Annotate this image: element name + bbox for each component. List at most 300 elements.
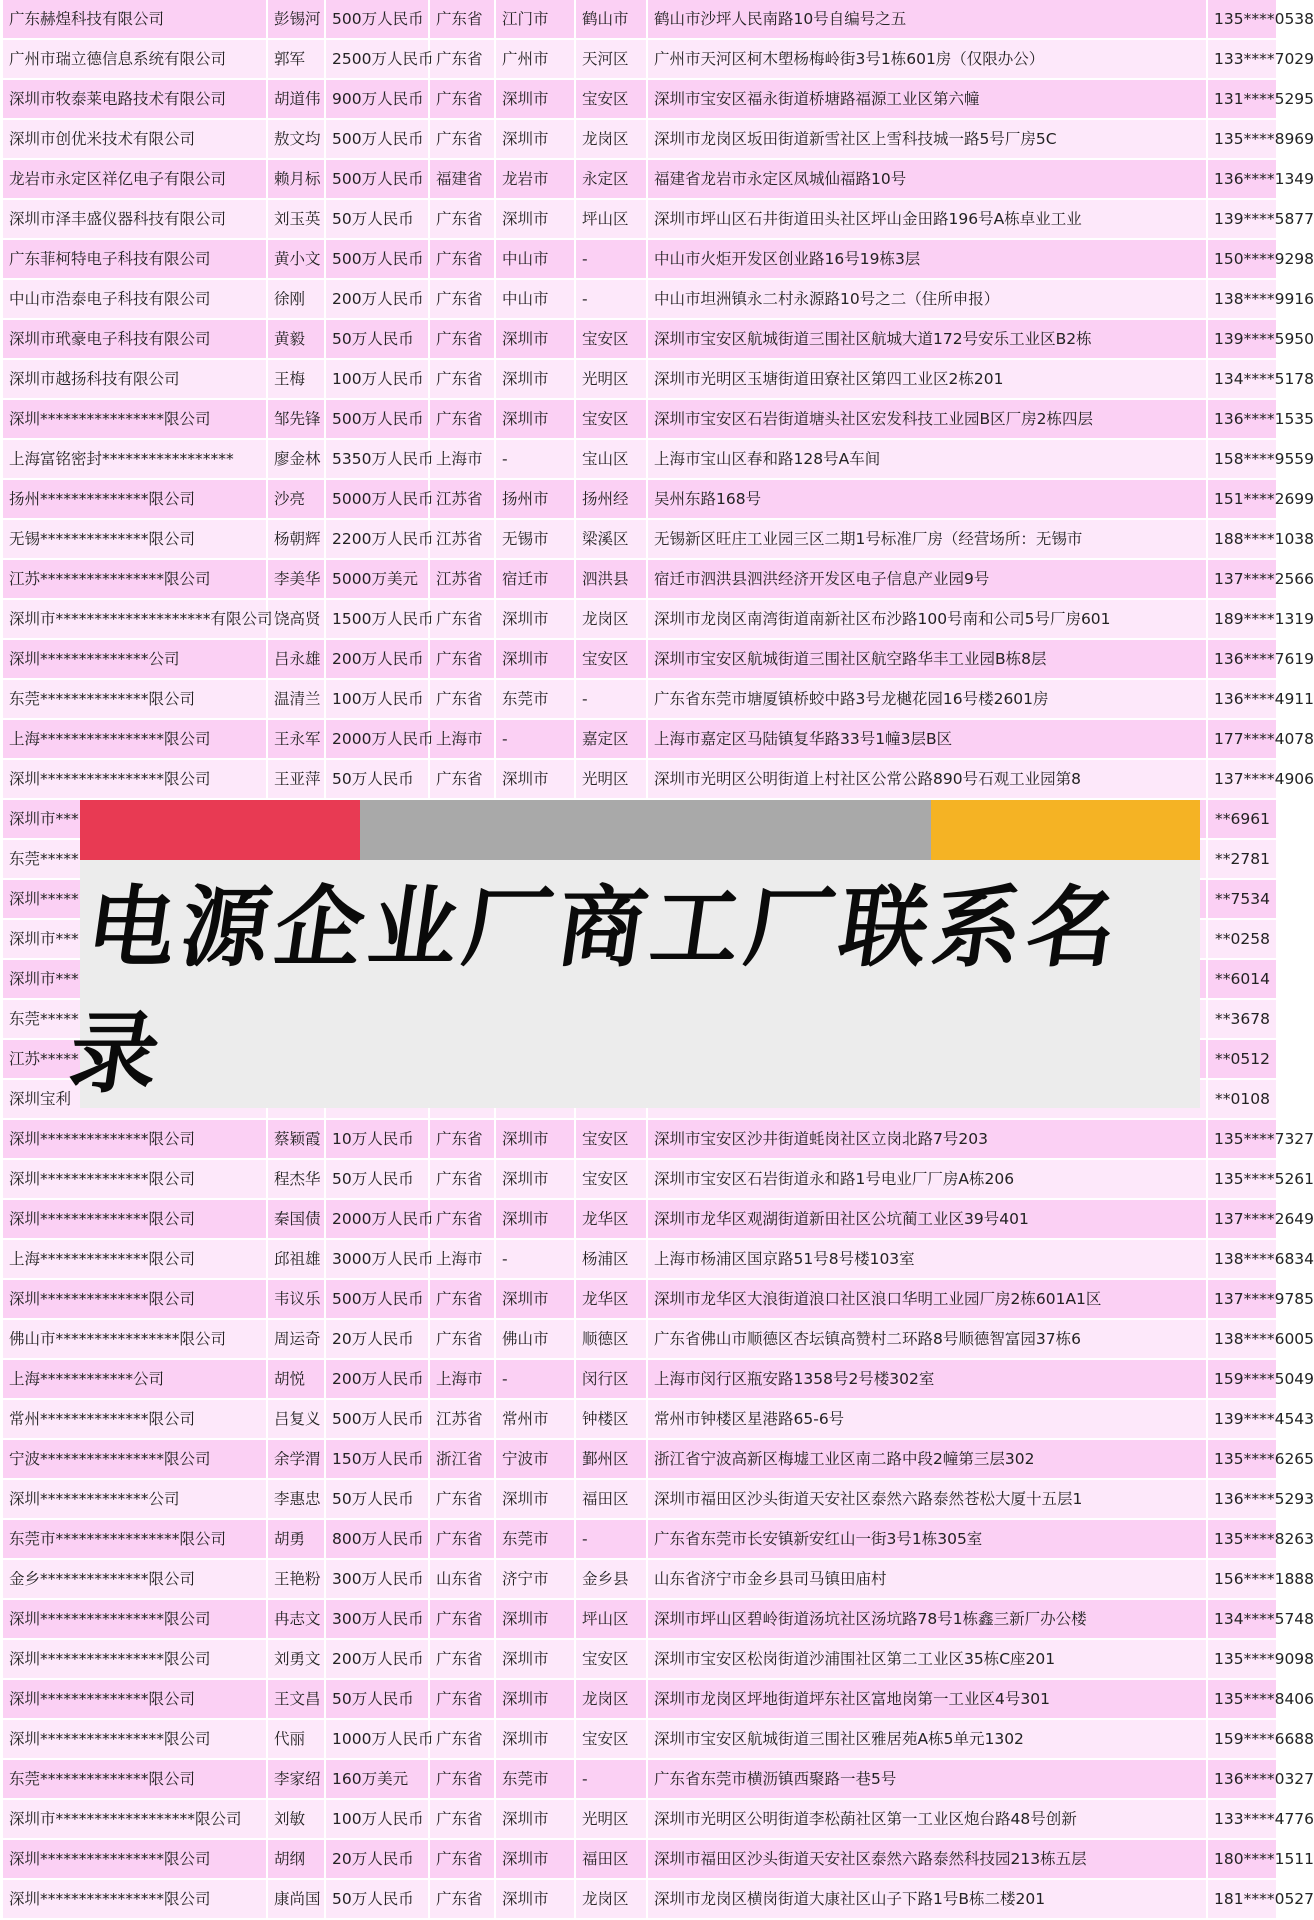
cell-phone: 137****4906: [1207, 759, 1277, 799]
cell-capital: 50万人民币: [325, 759, 429, 799]
cell-address: 浙江省宁波高新区梅墟工业区南二路中段2幢第三层302: [647, 1439, 1207, 1479]
cell-company: 上海************公司: [3, 1359, 267, 1399]
cell-city: 龙岩市: [495, 159, 575, 199]
cell-capital: 500万人民币: [325, 0, 429, 39]
table-row: [3, 1599, 1277, 1639]
cell-capital: 1000万人民币: [325, 1719, 429, 1759]
cell-district: 宝安区: [575, 1639, 647, 1679]
cell-capital: 500万人民币: [325, 1279, 429, 1319]
cell-company: 龙岩市永定区祥亿电子有限公司: [3, 159, 267, 199]
cell-address: 深圳市龙岗区南湾街道南新社区布沙路100号南和公司5号厂房601: [647, 599, 1207, 639]
cell-city: 佛山市: [495, 1319, 575, 1359]
cell-company: 金乡**************限公司: [3, 1559, 267, 1599]
cell-phone: 189****1319: [1207, 599, 1277, 639]
cell-capital: 500万人民币: [325, 239, 429, 279]
cell-contact: 徐刚: [267, 279, 325, 319]
table-row: [3, 1319, 1277, 1359]
cell-province: 广东省: [429, 39, 495, 79]
cell-address: 深圳市宝安区福永街道桥塘路福源工业区第六幢: [647, 79, 1207, 119]
cell-contact: 王艳粉: [267, 1559, 325, 1599]
cell-company: 江苏*****: [3, 1039, 267, 1079]
cell-city: 深圳市: [495, 599, 575, 639]
cell-phone: **0108: [1207, 1079, 1277, 1119]
cell-capital: 500万人民币: [325, 1399, 429, 1439]
cell-province: 广东省: [429, 239, 495, 279]
cell-address: 深圳市龙岗区坂田街道新雪社区上雪科技城一路5号厂房5C: [647, 119, 1207, 159]
cell-company: 深圳****************限公司: [3, 759, 267, 799]
cell-district: 光明区: [575, 1799, 647, 1839]
cell-district: -: [575, 1759, 647, 1799]
cell-address: 山东省济宁市金乡县司马镇田庙村: [647, 1559, 1207, 1599]
cell-city: 东莞市: [495, 1519, 575, 1559]
cell-company: 深圳****************限公司: [3, 399, 267, 439]
cell-province: 广东省: [429, 1519, 495, 1559]
cell-city: 中山市: [495, 279, 575, 319]
cell-province: 江苏省: [429, 519, 495, 559]
cell-address: 深圳市宝安区航城街道三围社区雅居苑A栋5单元1302: [647, 1719, 1207, 1759]
cell-city: 深圳市: [495, 639, 575, 679]
cell-contact: 胡道伟: [267, 79, 325, 119]
table-row: [3, 1199, 1277, 1239]
cell-company: 深圳****************限公司: [3, 1839, 267, 1879]
cell-capital: 2000万人民币: [325, 719, 429, 759]
cell-city: 东莞市: [495, 679, 575, 719]
cell-city: 深圳市: [495, 1599, 575, 1639]
cell-phone: 139****5877: [1207, 199, 1277, 239]
cell-city: 深圳市: [495, 1159, 575, 1199]
cell-contact: 王亚萍: [267, 759, 325, 799]
cell-phone: 133****4776: [1207, 1799, 1277, 1839]
cell-district: -: [575, 1519, 647, 1559]
table-row: [3, 1639, 1277, 1679]
cell-contact: 胡勇: [267, 1519, 325, 1559]
table-row: [3, 1239, 1277, 1279]
cell-company: 东莞**************限公司: [3, 1759, 267, 1799]
cell-company: 东莞*****: [3, 999, 267, 1039]
cell-company: 深圳**************公司: [3, 1479, 267, 1519]
cell-company: 深圳宝利: [3, 1079, 267, 1119]
cell-address: 福建省龙岩市永定区凤城仙福路10号: [647, 159, 1207, 199]
cell-province: 广东省: [429, 1879, 495, 1919]
cell-company: 深圳市玳豪电子科技有限公司: [3, 319, 267, 359]
cell-phone: 138****6005: [1207, 1319, 1277, 1359]
cell-district: 金乡县: [575, 1559, 647, 1599]
cell-address: 广东省佛山市顺德区杏坛镇高赞村二环路8号顺德智富园37栋6: [647, 1319, 1207, 1359]
cell-province: 广东省: [429, 0, 495, 39]
cell-province: 广东省: [429, 759, 495, 799]
cell-province: 广东省: [429, 79, 495, 119]
cell-province: 山东省: [429, 1559, 495, 1599]
cell-phone: **7534: [1207, 879, 1277, 919]
cell-district: 钟楼区: [575, 1399, 647, 1439]
cell-province: 广东省: [429, 1119, 495, 1159]
cell-address: 常州市钟楼区星港路65-6号: [647, 1399, 1207, 1439]
table-row: [3, 239, 1277, 279]
cell-contact: 蔡颖霞: [267, 1119, 325, 1159]
table-row: [3, 79, 1277, 119]
cell-province: 广东省: [429, 1479, 495, 1519]
cell-contact: 邹先锋: [267, 399, 325, 439]
cell-company: 广东菲柯特电子科技有限公司: [3, 239, 267, 279]
cell-company: 深圳****************限公司: [3, 1599, 267, 1639]
cell-contact: 刘玉英: [267, 199, 325, 239]
cell-company: 深圳市创优米技术有限公司: [3, 119, 267, 159]
cell-phone: 134****5178: [1207, 359, 1277, 399]
cell-district: 宝安区: [575, 1159, 647, 1199]
cell-phone: **2781: [1207, 839, 1277, 879]
cell-phone: 151****2699: [1207, 479, 1277, 519]
cell-province: 上海市: [429, 1239, 495, 1279]
cell-company: 上海****************限公司: [3, 719, 267, 759]
cell-company: 常州**************限公司: [3, 1399, 267, 1439]
cell-province: 江苏省: [429, 559, 495, 599]
cell-province: 广东省: [429, 1679, 495, 1719]
cell-company: 深圳****************限公司: [3, 1879, 267, 1919]
cell-address: 深圳市光明区玉塘街道田寮社区第四工业区2栋201: [647, 359, 1207, 399]
cell-capital: 5000万美元: [325, 559, 429, 599]
cell-company: 佛山市****************限公司: [3, 1319, 267, 1359]
cell-address: 上海市杨浦区国京路51号8号楼103室: [647, 1239, 1207, 1279]
cell-company: 深圳**************限公司: [3, 1199, 267, 1239]
cell-company: 东莞*****: [3, 839, 267, 879]
cell-capital: 200万人民币: [325, 639, 429, 679]
cell-company: 中山市浩泰电子科技有限公司: [3, 279, 267, 319]
cell-phone: **6014: [1207, 959, 1277, 999]
table-row: [3, 1159, 1277, 1199]
cell-capital: 10万人民币: [325, 1119, 429, 1159]
cell-contact: 冉志文: [267, 1599, 325, 1639]
cell-city: 常州市: [495, 1399, 575, 1439]
cell-city: -: [495, 1239, 575, 1279]
cell-company: 深圳**************限公司: [3, 1279, 267, 1319]
cell-province: 广东省: [429, 199, 495, 239]
cell-company: 深圳*****: [3, 879, 267, 919]
cell-company: 广州市瑞立德信息系统有限公司: [3, 39, 267, 79]
cell-address: 深圳市龙岗区坪地街道坪东社区富地岗第一工业区4号301: [647, 1679, 1207, 1719]
cell-province: 上海市: [429, 719, 495, 759]
cell-district: 坪山区: [575, 199, 647, 239]
cell-capital: 3000万人民币: [325, 1239, 429, 1279]
cell-address: 深圳市龙华区观湖街道新田社区公坑蔺工业区39号401: [647, 1199, 1207, 1239]
table-row: [3, 399, 1277, 439]
table-row: [3, 1759, 1277, 1799]
cell-district: -: [575, 679, 647, 719]
cell-phone: 156****1888: [1207, 1559, 1277, 1599]
cell-capital: 500万人民币: [325, 119, 429, 159]
cell-province: 广东省: [429, 1759, 495, 1799]
cell-address: 上海市闵行区瓶安路1358号2号楼302室: [647, 1359, 1207, 1399]
cell-company: 深圳**************限公司: [3, 1119, 267, 1159]
cell-district: 光明区: [575, 359, 647, 399]
cell-contact: 沙亮: [267, 479, 325, 519]
cell-province: 江苏省: [429, 479, 495, 519]
cell-phone: 135****5261: [1207, 1159, 1277, 1199]
cell-city: 广州市: [495, 39, 575, 79]
table-row: [3, 159, 1277, 199]
cell-address: 深圳市福田区沙头街道天安社区泰然六路泰然科技园213栋五层: [647, 1839, 1207, 1879]
cell-company: 上海**************限公司: [3, 1239, 267, 1279]
cell-district: 龙华区: [575, 1279, 647, 1319]
cell-address: 吴州东路168号: [647, 479, 1207, 519]
cell-address: 深圳市宝安区石岩街道塘头社区宏发科技工业园B区厂房2栋四层: [647, 399, 1207, 439]
cell-city: -: [495, 1359, 575, 1399]
cell-capital: 300万人民币: [325, 1559, 429, 1599]
cell-contact: 余学渭: [267, 1439, 325, 1479]
cell-contact: 饶高贤: [267, 599, 325, 639]
cell-district: 宝山区: [575, 439, 647, 479]
cell-address: 深圳市坪山区石井街道田头社区坪山金田路196号A栋卓业工业: [647, 199, 1207, 239]
cell-capital: 20万人民币: [325, 1839, 429, 1879]
cell-company: 无锡**************限公司: [3, 519, 267, 559]
cell-contact: 康尚国: [267, 1879, 325, 1919]
cell-phone: 181****0527: [1207, 1879, 1277, 1919]
table-row: [3, 1559, 1277, 1599]
table-row: [3, 1879, 1277, 1919]
cell-city: 深圳市: [495, 1879, 575, 1919]
cell-phone: **0512: [1207, 1039, 1277, 1079]
cell-phone: 135****0538: [1207, 0, 1277, 39]
cell-capital: 100万人民币: [325, 1799, 429, 1839]
cell-phone: 135****8406: [1207, 1679, 1277, 1719]
cell-company: 江苏****************限公司: [3, 559, 267, 599]
table-row: [3, 719, 1277, 759]
cell-phone: 135****7327: [1207, 1119, 1277, 1159]
cell-city: -: [495, 719, 575, 759]
cell-city: 无锡市: [495, 519, 575, 559]
cell-city: 东莞市: [495, 1759, 575, 1799]
cell-capital: 2200万人民币: [325, 519, 429, 559]
table-row: [3, 279, 1277, 319]
cell-contact: 赖月标: [267, 159, 325, 199]
cell-province: 广东省: [429, 1159, 495, 1199]
cell-phone: 133****7029: [1207, 39, 1277, 79]
cell-phone: **0258: [1207, 919, 1277, 959]
cell-province: 广东省: [429, 1639, 495, 1679]
table-row: [3, 1799, 1277, 1839]
cell-address: 广东省东莞市长安镇新安红山一街3号1栋305室: [647, 1519, 1207, 1559]
table-row: [3, 1519, 1277, 1559]
cell-contact: 韦议乐: [267, 1279, 325, 1319]
cell-company: 深圳市***: [3, 959, 267, 999]
cell-phone: 135****8263: [1207, 1519, 1277, 1559]
cell-province: 浙江省: [429, 1439, 495, 1479]
cell-district: 龙岗区: [575, 599, 647, 639]
cell-city: 济宁市: [495, 1559, 575, 1599]
cell-district: 嘉定区: [575, 719, 647, 759]
table-row: [3, 679, 1277, 719]
cell-company: 深圳**************限公司: [3, 1679, 267, 1719]
cell-phone: 138****6834: [1207, 1239, 1277, 1279]
table-row: [3, 1679, 1277, 1719]
cell-province: 广东省: [429, 279, 495, 319]
cell-contact: 温清兰: [267, 679, 325, 719]
stripe-gray: [360, 800, 931, 860]
cell-company: 深圳**************限公司: [3, 1159, 267, 1199]
cell-company: 深圳**************公司: [3, 639, 267, 679]
cell-contact: 秦国债: [267, 1199, 325, 1239]
cell-contact: 刘勇文: [267, 1639, 325, 1679]
cell-district: 福田区: [575, 1479, 647, 1519]
cell-capital: 50万人民币: [325, 319, 429, 359]
cell-district: 宝安区: [575, 399, 647, 439]
cell-province: 上海市: [429, 1359, 495, 1399]
cell-contact: 王文昌: [267, 1679, 325, 1719]
table-row: [3, 1839, 1277, 1879]
title-banner: [62, 800, 1200, 1108]
cell-capital: 100万人民币: [325, 679, 429, 719]
cell-district: -: [575, 279, 647, 319]
cell-city: 深圳市: [495, 1679, 575, 1719]
cell-city: -: [495, 439, 575, 479]
cell-city: 深圳市: [495, 1799, 575, 1839]
cell-company: 深圳****************限公司: [3, 1719, 267, 1759]
cell-contact: 王梅: [267, 359, 325, 399]
table-row: [3, 759, 1277, 799]
cell-contact: 胡纲: [267, 1839, 325, 1879]
cell-district: 宝安区: [575, 639, 647, 679]
cell-city: 深圳市: [495, 119, 575, 159]
stripe-red: [80, 800, 360, 860]
table-row: [3, 319, 1277, 359]
cell-province: 江苏省: [429, 1399, 495, 1439]
cell-phone: 180****1511: [1207, 1839, 1277, 1879]
cell-phone: 134****5748: [1207, 1599, 1277, 1639]
cell-phone: 136****1535: [1207, 399, 1277, 439]
cell-phone: **3678: [1207, 999, 1277, 1039]
cell-contact: 黄小文: [267, 239, 325, 279]
cell-company: 深圳市********************有限公司: [3, 599, 267, 639]
cell-contact: 李家绍: [267, 1759, 325, 1799]
cell-capital: 200万人民币: [325, 279, 429, 319]
table-row: [3, 39, 1277, 79]
table-row: [3, 1479, 1277, 1519]
cell-capital: 200万人民币: [325, 1359, 429, 1399]
cell-contact: 彭锡河: [267, 0, 325, 39]
cell-company: 深圳市***: [3, 799, 267, 839]
cell-company: 深圳市***: [3, 919, 267, 959]
cell-company: 扬州**************限公司: [3, 479, 267, 519]
cell-district: 福田区: [575, 1839, 647, 1879]
cell-city: 宁波市: [495, 1439, 575, 1479]
cell-address: 深圳市龙华区大浪街道浪口社区浪口华明工业园厂房2栋601A1区: [647, 1279, 1207, 1319]
cell-company: 深圳****************限公司: [3, 1639, 267, 1679]
cell-phone: 158****9559: [1207, 439, 1277, 479]
cell-district: 杨浦区: [575, 1239, 647, 1279]
cell-contact: 吕复义: [267, 1399, 325, 1439]
cell-phone: 136****4911: [1207, 679, 1277, 719]
cell-city: 深圳市: [495, 1479, 575, 1519]
cell-city: 扬州市: [495, 479, 575, 519]
cell-city: 深圳市: [495, 1719, 575, 1759]
cell-address: 深圳市坪山区碧岭街道汤坑社区汤坑路78号1栋鑫三新厂办公楼: [647, 1599, 1207, 1639]
cell-phone: 137****2649: [1207, 1199, 1277, 1239]
cell-district: 宝安区: [575, 1119, 647, 1159]
cell-city: 深圳市: [495, 759, 575, 799]
cell-address: 深圳市光明区公明街道李松蓢社区第一工业区炮台路48号创新: [647, 1799, 1207, 1839]
cell-address: 中山市坦洲镇永二村永源路10号之二（住所申报）: [647, 279, 1207, 319]
cell-company: 广东赫煌科技有限公司: [3, 0, 267, 39]
cell-capital: 50万人民币: [325, 1879, 429, 1919]
cell-contact: 敖文均: [267, 119, 325, 159]
banner-title: 电源企业厂商工厂联系名录: [62, 876, 1130, 1105]
cell-capital: 50万人民币: [325, 1159, 429, 1199]
cell-phone: 159****6688: [1207, 1719, 1277, 1759]
table-row: [3, 439, 1277, 479]
cell-company: 宁波****************限公司: [3, 1439, 267, 1479]
cell-contact: 杨朝辉: [267, 519, 325, 559]
cell-district: 龙岗区: [575, 1679, 647, 1719]
cell-province: 广东省: [429, 359, 495, 399]
cell-district: 宝安区: [575, 319, 647, 359]
cell-province: 广东省: [429, 319, 495, 359]
cell-district: 扬州经: [575, 479, 647, 519]
cell-phone: 136****7619: [1207, 639, 1277, 679]
cell-address: 广东省东莞市横沥镇西聚路一巷5号: [647, 1759, 1207, 1799]
cell-address: 上海市宝山区春和路128号A车间: [647, 439, 1207, 479]
cell-city: 深圳市: [495, 1279, 575, 1319]
table-row: [3, 1359, 1277, 1399]
cell-phone: 135****6265: [1207, 1439, 1277, 1479]
table-row: [3, 1399, 1277, 1439]
cell-city: 深圳市: [495, 1119, 575, 1159]
table-row: [3, 359, 1277, 399]
cell-address: 深圳市光明区公明街道上村社区公常公路890号石观工业园第8: [647, 759, 1207, 799]
table-row: [3, 1439, 1277, 1479]
table-row: [3, 519, 1277, 559]
cell-city: 中山市: [495, 239, 575, 279]
cell-capital: 50万人民币: [325, 1679, 429, 1719]
cell-address: 广州市天河区柯木塱杨梅岭街3号1栋601房（仅限办公）: [647, 39, 1207, 79]
cell-address: 深圳市宝安区航城街道三围社区航城大道172号安乐工业区B2栋: [647, 319, 1207, 359]
table-row: [3, 119, 1277, 159]
cell-capital: 300万人民币: [325, 1599, 429, 1639]
cell-company: 东莞市****************限公司: [3, 1519, 267, 1559]
table-row: [3, 1719, 1277, 1759]
cell-city: 深圳市: [495, 199, 575, 239]
cell-province: 广东省: [429, 1199, 495, 1239]
cell-city: 深圳市: [495, 399, 575, 439]
table-row: [3, 479, 1277, 519]
cell-capital: 2500万人民币: [325, 39, 429, 79]
cell-contact: 刘敏: [267, 1799, 325, 1839]
cell-district: -: [575, 239, 647, 279]
cell-province: 广东省: [429, 1799, 495, 1839]
table-row: [3, 599, 1277, 639]
cell-phone: 136****0327: [1207, 1759, 1277, 1799]
cell-phone: 131****5295: [1207, 79, 1277, 119]
cell-address: 深圳市宝安区航城街道三围社区航空路华丰工业园B栋8层: [647, 639, 1207, 679]
cell-city: 深圳市: [495, 79, 575, 119]
cell-capital: 2000万人民币: [325, 1199, 429, 1239]
table-row: [3, 199, 1277, 239]
cell-contact: 王永军: [267, 719, 325, 759]
cell-company: 东莞**************限公司: [3, 679, 267, 719]
cell-province: 广东省: [429, 599, 495, 639]
cell-province: 广东省: [429, 399, 495, 439]
cell-capital: 160万美元: [325, 1759, 429, 1799]
cell-district: 龙岗区: [575, 1879, 647, 1919]
cell-phone: 150****9298: [1207, 239, 1277, 279]
cell-phone: 135****8969: [1207, 119, 1277, 159]
cell-province: 广东省: [429, 1279, 495, 1319]
cell-company: 深圳市******************限公司: [3, 1799, 267, 1839]
cell-city: 江门市: [495, 0, 575, 39]
cell-address: 中山市火炬开发区创业路16号19栋3层: [647, 239, 1207, 279]
cell-province: 福建省: [429, 159, 495, 199]
cell-province: 广东省: [429, 1839, 495, 1879]
cell-company: 深圳市越扬科技有限公司: [3, 359, 267, 399]
cell-contact: 程杰华: [267, 1159, 325, 1199]
